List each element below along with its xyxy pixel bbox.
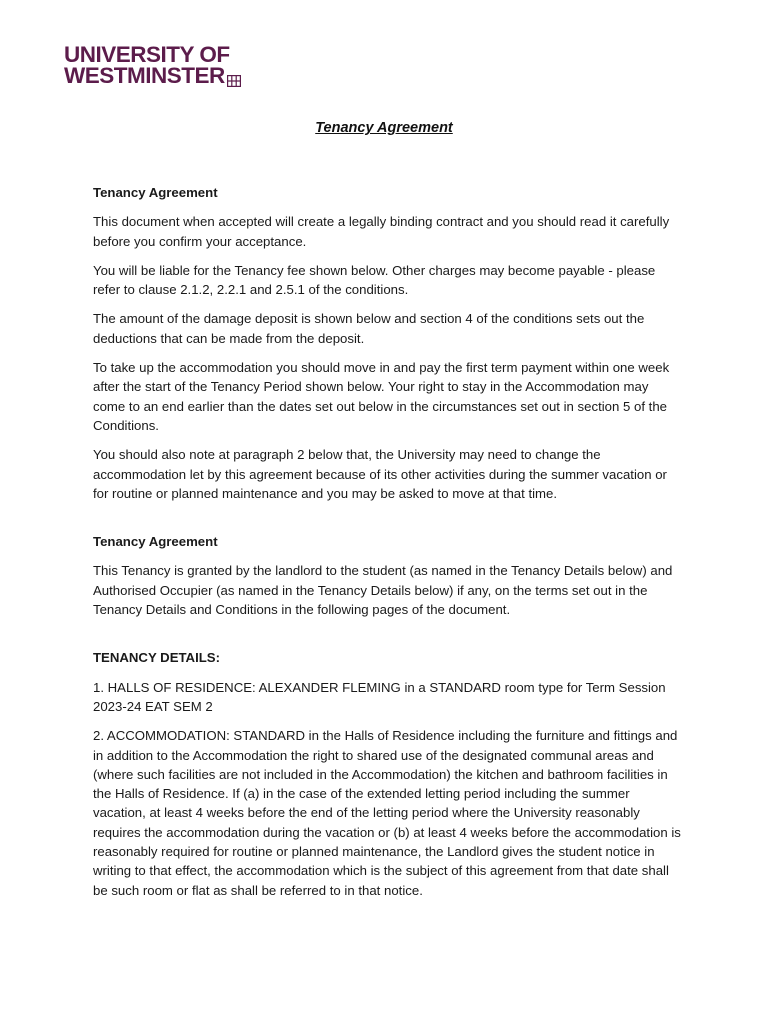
paragraph: This Tenancy is granted by the landlord to the student (as named in the Tenancy Details below) and Authorised Occupier (as named in the Tenancy Details below) if any, on the terms set out in the Tenancy Details and Conditions in the following pages of the document. <box>93 563 673 618</box>
document-title: Tenancy Agreement <box>315 120 453 136</box>
tenancy-detail-item: 1. HALLS OF RESIDENCE: ALEXANDER FLEMING in a STANDARD room type for Term Session 2023-24 EAT SEM 2 <box>93 679 666 714</box>
paragraph: To take up the accommodation you should move in and pay the first term payment within one week after the start of the Tenancy Period shown below. Your right to stay in the Accommodation may come to an end earlier than the dates set out below in the circumstances set out in section 5 of the Conditions. <box>93 360 670 433</box>
logo-line-2-text: WESTMINSTER <box>64 63 225 88</box>
paragraph: You will be liable for the Tenancy fee shown below. Other charges may become payable - please refer to clause 2.1.2, 2.2.1 and 2.5.1 of the conditions. <box>93 262 656 298</box>
tenancy-detail-item: 2. ACCOMMODATION: STANDARD in the Halls of Residence including the furniture and fittings and in addition to the Accommodation the right to shared use of the designated communal areas and (where such facilities are not included in the Accommodation) the kitchen and bathroom facilities in the Halls of Residence. If (a) in the case of the extended letting period including the summer vacation, at least 4 weeks before the end of the letting period where the University reasonably requires the accommodation during the vacation or (b) at least 4 weeks before the accommodation is reasonably required for routine or planned maintenance, the Landlord gives the student notice in writing to that effect, the accommodation which is the subject of this agreement from that date shall be such room or flat as shall be referred to in that notice. <box>93 728 681 898</box>
document-body <box>93 183 683 910</box>
section-heading-1: Tenancy Agreement <box>93 185 218 200</box>
section-heading-2: Tenancy Agreement <box>93 534 218 550</box>
logo-line-2 <box>64 65 241 90</box>
university-logo <box>64 44 241 90</box>
paragraph: You should also note at paragraph 2 below that, the University may need to change the accommodation let by this agreement because of its other activities during the summer vacation or for routine or planned maintenance and you may be asked to move at that time. <box>93 447 667 501</box>
section-spacer <box>93 629 683 648</box>
logo-seal-icon <box>227 69 241 90</box>
paragraph: The amount of the damage deposit is shown below and section 4 of the conditions sets out the deductions that can be made from the deposit. <box>93 311 645 346</box>
paragraph: This document when accepted will create a legally binding contract and you should read it carefully before you confirm your acceptance. <box>93 214 670 249</box>
logo-line-1: UNIVERSITY OF <box>64 42 230 67</box>
section-spacer <box>93 513 683 532</box>
section-heading-3: TENANCY DETAILS: <box>93 650 220 666</box>
